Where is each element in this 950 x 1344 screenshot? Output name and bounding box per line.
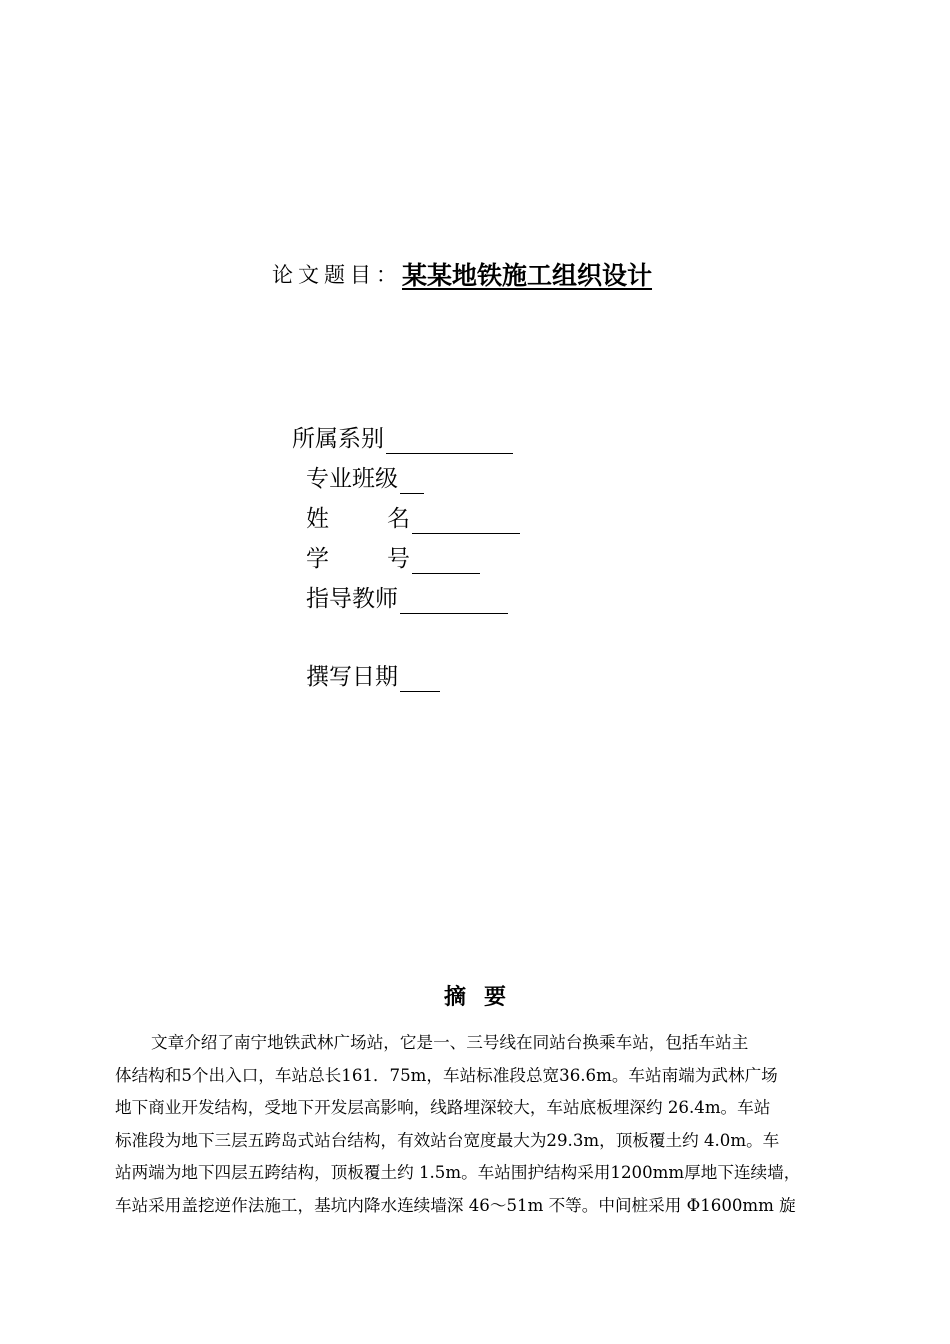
info-row-date bbox=[306, 662, 440, 696]
info-row-student-id bbox=[306, 544, 480, 578]
abstract-line: 体结构和5个出入口，车站总长161．75m，车站标准段总宽36.6m。车站南端为武林广场 bbox=[115, 1065, 778, 1085]
info-row-class bbox=[306, 464, 424, 498]
student-id-blank-line bbox=[412, 547, 480, 574]
advisor-label: 指导教师 bbox=[306, 586, 398, 612]
info-row-advisor bbox=[306, 584, 508, 618]
name-label-part2: 名 bbox=[387, 506, 410, 532]
advisor-blank-line bbox=[400, 587, 508, 614]
thesis-title-row bbox=[272, 256, 652, 292]
thesis-title-value: 某某地铁施工组织设计 bbox=[402, 261, 653, 290]
name-label-part1: 姓 bbox=[306, 506, 329, 532]
date-label: 撰写日期 bbox=[306, 664, 398, 690]
student-id-label-part2: 号 bbox=[387, 546, 410, 572]
abstract-body bbox=[115, 1027, 860, 1223]
thesis-title-label: 论文题目： bbox=[272, 263, 402, 287]
abstract-line: 车站采用盖挖逆作法施工，基坑内降水连续墙深 46～51m 不等。中间桩采用 Φ1600mm 旋 bbox=[115, 1195, 796, 1215]
department-label: 所属系别 bbox=[292, 426, 384, 452]
abstract-line: 文章介绍了南宁地铁武林广场站，它是一、三号线在同站台换乘车站，包括车站主 bbox=[151, 1033, 749, 1052]
department-blank-line bbox=[386, 427, 513, 454]
info-row-name bbox=[306, 504, 520, 538]
date-blank-line bbox=[400, 665, 440, 692]
class-label: 专业班级 bbox=[306, 466, 398, 492]
abstract-line: 站两端为地下四层五跨结构，顶板覆土约 1.5m。车站围护结构采用1200mm厚地下连续墙， bbox=[115, 1163, 801, 1183]
name-blank-line bbox=[412, 507, 520, 534]
info-row-department bbox=[292, 424, 513, 458]
abstract-heading: 摘要 bbox=[443, 985, 524, 1010]
student-id-label-part1: 学 bbox=[306, 546, 329, 572]
abstract-line: 地下商业开发结构，受地下开发层高影响，线路埋深较大，车站底板埋深约 26.4m。车站 bbox=[115, 1098, 771, 1118]
abstract-line: 标准段为地下三层五跨岛式站台结构，有效站台宽度最大为29.3m，顶板覆土约 4.0m。车 bbox=[115, 1130, 780, 1150]
class-blank-line bbox=[400, 467, 424, 494]
